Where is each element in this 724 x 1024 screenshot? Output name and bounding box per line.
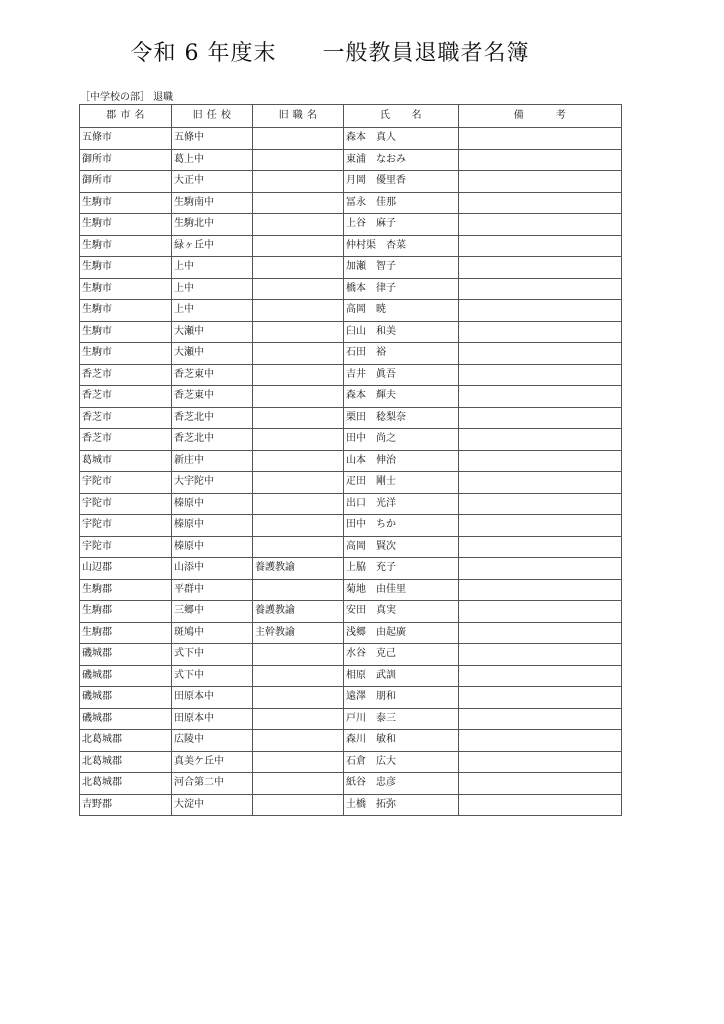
cell-former-position [253, 171, 344, 193]
cell-former-position [253, 364, 344, 386]
cell-former-position [253, 214, 344, 236]
cell-municipality: 生駒市 [80, 278, 172, 300]
cell-former-school: 式下中 [172, 644, 253, 666]
cell-former-school: 平群中 [172, 579, 253, 601]
cell-remarks [459, 278, 622, 300]
header-remarks: 備 考 [459, 105, 622, 128]
cell-former-position [253, 429, 344, 451]
cell-remarks [459, 450, 622, 472]
cell-name: 仲村渠 杏菜 [344, 235, 459, 257]
table-row [80, 472, 622, 494]
cell-municipality: 御所市 [80, 171, 172, 193]
cell-former-school: 田原本中 [172, 687, 253, 709]
cell-name: 冨永 佳那 [344, 192, 459, 214]
cell-former-position [253, 257, 344, 279]
table-row [80, 343, 622, 365]
cell-former-position [253, 579, 344, 601]
cell-former-position: 養護教諭 [253, 558, 344, 580]
cell-name: 橋本 律子 [344, 278, 459, 300]
cell-municipality: 香芝市 [80, 364, 172, 386]
cell-remarks [459, 730, 622, 752]
cell-remarks [459, 644, 622, 666]
table-row [80, 214, 622, 236]
cell-name: 栗田 稔梨奈 [344, 407, 459, 429]
cell-former-school: 大宇陀中 [172, 472, 253, 494]
cell-municipality: 五條市 [80, 128, 172, 150]
cell-name: 田中 尚之 [344, 429, 459, 451]
table-row [80, 386, 622, 408]
cell-former-position [253, 235, 344, 257]
cell-remarks [459, 601, 622, 623]
table-row [80, 192, 622, 214]
cell-former-position [253, 472, 344, 494]
cell-municipality: 磯城郡 [80, 665, 172, 687]
cell-former-school: 香芝北中 [172, 429, 253, 451]
cell-former-school: 真美ケ丘中 [172, 751, 253, 773]
cell-name: 加瀬 智子 [344, 257, 459, 279]
cell-former-position [253, 536, 344, 558]
cell-municipality: 生駒市 [80, 235, 172, 257]
section-label: ［中学校の部］ 退職 [80, 92, 174, 103]
table-row [80, 558, 622, 580]
cell-name: 菊地 由佳里 [344, 579, 459, 601]
cell-former-school: 田原本中 [172, 708, 253, 730]
cell-municipality: 磯城郡 [80, 687, 172, 709]
cell-municipality: 生駒市 [80, 300, 172, 322]
cell-name: 相原 武訓 [344, 665, 459, 687]
cell-name: 高岡 賢次 [344, 536, 459, 558]
cell-remarks [459, 192, 622, 214]
cell-municipality: 宇陀市 [80, 493, 172, 515]
table-row [80, 708, 622, 730]
table-row [80, 321, 622, 343]
table-row [80, 536, 622, 558]
table-row [80, 149, 622, 171]
cell-municipality: 磯城郡 [80, 644, 172, 666]
cell-name: 紙谷 忠彦 [344, 773, 459, 795]
cell-former-position [253, 407, 344, 429]
cell-former-position: 養護教諭 [253, 601, 344, 623]
cell-former-position [253, 300, 344, 322]
cell-remarks [459, 493, 622, 515]
table-row [80, 257, 622, 279]
table-row [80, 278, 622, 300]
table-row [80, 622, 622, 644]
cell-remarks [459, 386, 622, 408]
cell-municipality: 北葛城郡 [80, 730, 172, 752]
table-body [80, 128, 622, 816]
cell-former-school: 香芝北中 [172, 407, 253, 429]
table-row [80, 665, 622, 687]
table-row [80, 429, 622, 451]
cell-municipality: 北葛城郡 [80, 751, 172, 773]
cell-former-school: 緑ヶ丘中 [172, 235, 253, 257]
cell-remarks [459, 214, 622, 236]
cell-former-school: 斑鳩中 [172, 622, 253, 644]
cell-remarks [459, 773, 622, 795]
cell-name: 戸川 泰三 [344, 708, 459, 730]
table-row [80, 493, 622, 515]
cell-former-position [253, 192, 344, 214]
header-former-position: 旧 職 名 [253, 105, 344, 128]
cell-former-school: 河合第二中 [172, 773, 253, 795]
cell-municipality: 北葛城郡 [80, 773, 172, 795]
table-row [80, 773, 622, 795]
table-row [80, 235, 622, 257]
cell-remarks [459, 171, 622, 193]
cell-remarks [459, 235, 622, 257]
cell-municipality: 吉野郡 [80, 794, 172, 816]
cell-remarks [459, 300, 622, 322]
cell-former-school: 上中 [172, 300, 253, 322]
cell-remarks [459, 321, 622, 343]
cell-remarks [459, 708, 622, 730]
cell-name: 吉井 眞吾 [344, 364, 459, 386]
cell-municipality: 生駒郡 [80, 622, 172, 644]
cell-municipality: 宇陀市 [80, 536, 172, 558]
cell-municipality: 生駒市 [80, 321, 172, 343]
cell-former-position [253, 644, 344, 666]
cell-former-school: 上中 [172, 257, 253, 279]
cell-remarks [459, 665, 622, 687]
cell-municipality: 香芝市 [80, 407, 172, 429]
cell-former-position [253, 386, 344, 408]
table-row [80, 450, 622, 472]
cell-municipality: 宇陀市 [80, 515, 172, 537]
cell-remarks [459, 536, 622, 558]
cell-name: 森本 輝夫 [344, 386, 459, 408]
cell-name: 森川 敏和 [344, 730, 459, 752]
cell-name: 安田 真実 [344, 601, 459, 623]
table-header-row [80, 105, 622, 128]
cell-name: 浅郷 由起廣 [344, 622, 459, 644]
table-row [80, 171, 622, 193]
header-former-school: 旧 任 校 [172, 105, 253, 128]
cell-former-position [253, 751, 344, 773]
table-row [80, 794, 622, 816]
cell-name: 高岡 暁 [344, 300, 459, 322]
table-row [80, 579, 622, 601]
cell-former-school: 大瀬中 [172, 321, 253, 343]
table-row [80, 601, 622, 623]
cell-remarks [459, 257, 622, 279]
cell-name: 臼山 和美 [344, 321, 459, 343]
cell-former-school: 榛原中 [172, 515, 253, 537]
cell-former-position [253, 321, 344, 343]
cell-former-school: 大正中 [172, 171, 253, 193]
cell-former-position [253, 773, 344, 795]
table-row [80, 128, 622, 150]
cell-name: 山本 伸治 [344, 450, 459, 472]
cell-former-school: 五條中 [172, 128, 253, 150]
cell-remarks [459, 515, 622, 537]
cell-name: 月岡 優里香 [344, 171, 459, 193]
cell-municipality: 生駒郡 [80, 601, 172, 623]
cell-name: 森本 真人 [344, 128, 459, 150]
cell-name: 出口 光洋 [344, 493, 459, 515]
cell-former-position [253, 730, 344, 752]
cell-former-school: 大瀬中 [172, 343, 253, 365]
cell-remarks [459, 407, 622, 429]
cell-former-school: 生駒南中 [172, 192, 253, 214]
table-row [80, 407, 622, 429]
cell-remarks [459, 364, 622, 386]
table-row [80, 644, 622, 666]
cell-former-school: 生駒北中 [172, 214, 253, 236]
table-row [80, 751, 622, 773]
cell-name: 東浦 なおみ [344, 149, 459, 171]
cell-municipality: 山辺郡 [80, 558, 172, 580]
cell-remarks [459, 558, 622, 580]
table-row [80, 300, 622, 322]
header-name: 氏 名 [344, 105, 459, 128]
cell-name: 上脇 充子 [344, 558, 459, 580]
cell-municipality: 宇陀市 [80, 472, 172, 494]
cell-name: 水谷 克己 [344, 644, 459, 666]
cell-name: 土橋 拓弥 [344, 794, 459, 816]
cell-name: 田中 ちか [344, 515, 459, 537]
cell-name: 遠澤 朋和 [344, 687, 459, 709]
cell-former-position [253, 708, 344, 730]
cell-remarks [459, 472, 622, 494]
table-row [80, 730, 622, 752]
cell-municipality: 香芝市 [80, 429, 172, 451]
cell-former-school: 榛原中 [172, 536, 253, 558]
cell-remarks [459, 751, 622, 773]
cell-former-school: 香芝東中 [172, 364, 253, 386]
cell-municipality: 生駒郡 [80, 579, 172, 601]
cell-former-position [253, 149, 344, 171]
cell-remarks [459, 149, 622, 171]
cell-former-school: 上中 [172, 278, 253, 300]
cell-former-school: 大淀中 [172, 794, 253, 816]
cell-former-position [253, 278, 344, 300]
cell-name: 石倉 広大 [344, 751, 459, 773]
header-municipality: 郡 市 名 [80, 105, 172, 128]
cell-former-position [253, 493, 344, 515]
cell-remarks [459, 429, 622, 451]
cell-former-school: 香芝東中 [172, 386, 253, 408]
cell-municipality: 磯城郡 [80, 708, 172, 730]
cell-municipality: 生駒市 [80, 214, 172, 236]
cell-former-position [253, 450, 344, 472]
cell-former-position [253, 687, 344, 709]
retiree-table [79, 104, 622, 816]
cell-municipality: 生駒市 [80, 343, 172, 365]
cell-former-school: 山添中 [172, 558, 253, 580]
cell-remarks [459, 343, 622, 365]
table-row [80, 515, 622, 537]
table-row [80, 364, 622, 386]
cell-remarks [459, 128, 622, 150]
cell-remarks [459, 794, 622, 816]
cell-municipality: 香芝市 [80, 386, 172, 408]
table-row [80, 687, 622, 709]
cell-former-position [253, 515, 344, 537]
cell-former-school: 広陵中 [172, 730, 253, 752]
cell-municipality: 御所市 [80, 149, 172, 171]
cell-former-position [253, 343, 344, 365]
cell-former-school: 新庄中 [172, 450, 253, 472]
cell-remarks [459, 579, 622, 601]
cell-municipality: 葛城市 [80, 450, 172, 472]
cell-former-school: 榛原中 [172, 493, 253, 515]
cell-former-position [253, 794, 344, 816]
cell-remarks [459, 687, 622, 709]
cell-municipality: 生駒市 [80, 257, 172, 279]
cell-name: 石田 裕 [344, 343, 459, 365]
cell-former-position [253, 128, 344, 150]
cell-remarks [459, 622, 622, 644]
cell-former-position: 主幹教諭 [253, 622, 344, 644]
cell-former-position [253, 665, 344, 687]
document-title: 令和 6 年度末 一般教員退職者名簿 [130, 41, 530, 66]
cell-municipality: 生駒市 [80, 192, 172, 214]
cell-name: 上谷 麻子 [344, 214, 459, 236]
cell-former-school: 式下中 [172, 665, 253, 687]
cell-former-school: 三郷中 [172, 601, 253, 623]
cell-former-school: 葛上中 [172, 149, 253, 171]
cell-name: 疋田 剛士 [344, 472, 459, 494]
